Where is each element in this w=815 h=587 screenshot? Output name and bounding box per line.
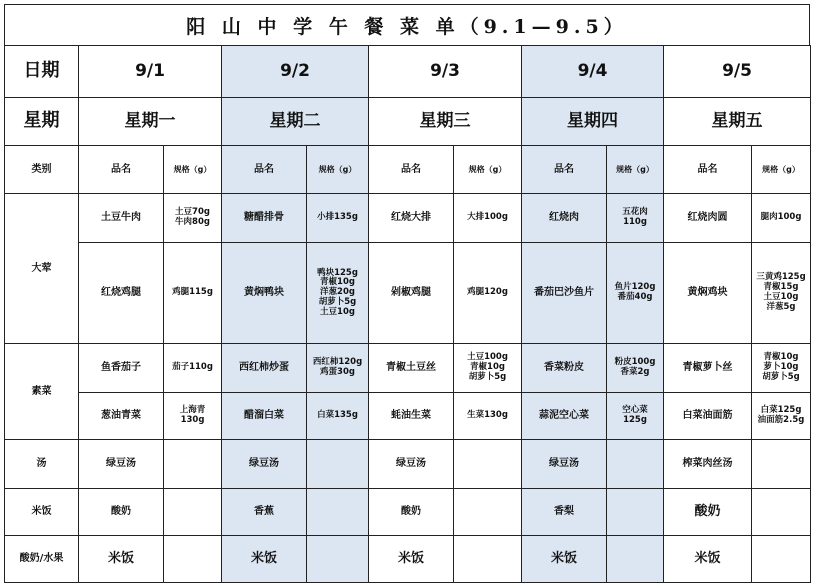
category-label: 类别 <box>5 146 79 194</box>
page-title: 阳 山 中 学 午 餐 菜 单（9.1—9.5） <box>4 4 810 45</box>
spec-label: 规格（g） <box>752 146 811 194</box>
dish-name: 香蕉 <box>222 489 307 536</box>
dish-name: 番茄巴沙鱼片 <box>522 243 607 344</box>
date-cell: 9/4 <box>522 46 664 98</box>
dish-name: 米饭 <box>522 536 607 583</box>
empty-spec <box>454 489 522 536</box>
main-dish-row <box>5 194 811 243</box>
veg-dish-row <box>5 344 811 393</box>
dish-name: 酸奶 <box>369 489 454 536</box>
dish-spec: 西红柿120g 鸡蛋30g <box>307 344 369 393</box>
dish-spec: 小排135g <box>307 194 369 243</box>
veg-dish-row <box>5 393 811 440</box>
dish-name: 红烧肉 <box>522 194 607 243</box>
dish-name: 米饭 <box>369 536 454 583</box>
dish-name: 青椒土豆丝 <box>369 344 454 393</box>
dish-spec: 大排100g <box>454 194 522 243</box>
date-cell: 9/5 <box>664 46 811 98</box>
empty-spec <box>164 440 222 489</box>
dish-spec: 青椒10g 萝卜10g 胡萝卜5g <box>752 344 811 393</box>
empty-spec <box>752 440 811 489</box>
dish-name: 酸奶 <box>79 489 164 536</box>
dish-spec: 五花肉 110g <box>607 194 664 243</box>
dish-name: 红烧鸡腿 <box>79 243 164 344</box>
dish-spec: 鸭块125g 青椒10g 洋葱20g 胡萝卜5g 土豆10g <box>307 243 369 344</box>
dish-spec: 腿肉100g <box>752 194 811 243</box>
empty-spec <box>164 489 222 536</box>
empty-spec <box>164 536 222 583</box>
category-drink: 酸奶/水果 <box>5 536 79 583</box>
dish-name: 香梨 <box>522 489 607 536</box>
dish-name: 西红柿炒蛋 <box>222 344 307 393</box>
dish-spec: 生菜130g <box>454 393 522 440</box>
spec-label: 规格（g） <box>607 146 664 194</box>
empty-spec <box>307 489 369 536</box>
dish-spec: 土豆100g 青椒10g 胡萝卜5g <box>454 344 522 393</box>
weekday-cell: 星期四 <box>522 98 664 146</box>
dish-spec: 上海青 130g <box>164 393 222 440</box>
empty-spec <box>454 536 522 583</box>
dish-spec: 土豆70g 牛肉80g <box>164 194 222 243</box>
rice-row <box>5 489 811 536</box>
spec-label: 规格（g） <box>164 146 222 194</box>
week-label: 星期 <box>5 98 79 146</box>
spec-label: 规格（g） <box>454 146 522 194</box>
dish-spec: 鸡腿120g <box>454 243 522 344</box>
dish-name: 白菜油面筋 <box>664 393 752 440</box>
date-cell: 9/3 <box>369 46 522 98</box>
dish-name: 剁椒鸡腿 <box>369 243 454 344</box>
dish-name: 米饭 <box>222 536 307 583</box>
dish-spec: 空心菜 125g <box>607 393 664 440</box>
dish-spec: 鸡腿115g <box>164 243 222 344</box>
dish-name: 红烧肉圆 <box>664 194 752 243</box>
empty-spec <box>607 489 664 536</box>
dish-name: 葱油青菜 <box>79 393 164 440</box>
dish-name: 土豆牛肉 <box>79 194 164 243</box>
dish-name: 青椒萝卜丝 <box>664 344 752 393</box>
date-label: 日期 <box>5 46 79 98</box>
dish-spec: 粉皮100g 香菜2g <box>607 344 664 393</box>
dish-name: 香菜粉皮 <box>522 344 607 393</box>
dish-spec: 茄子110g <box>164 344 222 393</box>
category-soup: 汤 <box>5 440 79 489</box>
dish-name: 醋溜白菜 <box>222 393 307 440</box>
dish-name: 米饭 <box>664 536 752 583</box>
weekday-cell: 星期一 <box>79 98 222 146</box>
empty-spec <box>307 440 369 489</box>
dish-name: 米饭 <box>79 536 164 583</box>
lunch-menu-table <box>4 45 811 583</box>
name-label: 品名 <box>222 146 307 194</box>
drink-row <box>5 536 811 583</box>
dish-spec: 三黄鸡125g 青椒15g 土豆10g 洋葱5g <box>752 243 811 344</box>
dish-name: 鱼香茄子 <box>79 344 164 393</box>
dish-name: 红烧大排 <box>369 194 454 243</box>
dish-name: 蚝油生菜 <box>369 393 454 440</box>
category-rice: 米饭 <box>5 489 79 536</box>
dish-name: 绿豆汤 <box>522 440 607 489</box>
dish-spec: 鱼片120g 番茄40g <box>607 243 664 344</box>
empty-spec <box>607 536 664 583</box>
dish-name: 绿豆汤 <box>222 440 307 489</box>
dish-name: 绿豆汤 <box>369 440 454 489</box>
dish-name: 酸奶 <box>664 489 752 536</box>
empty-spec <box>607 440 664 489</box>
subheader-row <box>5 146 811 194</box>
empty-spec <box>752 489 811 536</box>
date-cell: 9/1 <box>79 46 222 98</box>
name-label: 品名 <box>664 146 752 194</box>
dish-name: 黄焖鸭块 <box>222 243 307 344</box>
spec-label: 规格（g） <box>307 146 369 194</box>
name-label: 品名 <box>369 146 454 194</box>
dish-name: 糖醋排骨 <box>222 194 307 243</box>
name-label: 品名 <box>79 146 164 194</box>
soup-row <box>5 440 811 489</box>
weekday-row <box>5 98 811 146</box>
weekday-cell: 星期三 <box>369 98 522 146</box>
category-main: 大荤 <box>5 194 79 344</box>
main-dish-row <box>5 243 811 344</box>
dish-name: 蒜泥空心菜 <box>522 393 607 440</box>
category-veg: 素菜 <box>5 344 79 440</box>
dish-name: 黄焖鸡块 <box>664 243 752 344</box>
dish-spec: 白菜135g <box>307 393 369 440</box>
dish-name: 榨菜肉丝汤 <box>664 440 752 489</box>
dish-spec: 白菜125g 油面筋2.5g <box>752 393 811 440</box>
date-row <box>5 46 811 98</box>
empty-spec <box>454 440 522 489</box>
weekday-cell: 星期五 <box>664 98 811 146</box>
weekday-cell: 星期二 <box>222 98 369 146</box>
name-label: 品名 <box>522 146 607 194</box>
empty-spec <box>307 536 369 583</box>
dish-name: 绿豆汤 <box>79 440 164 489</box>
date-cell: 9/2 <box>222 46 369 98</box>
empty-spec <box>752 536 811 583</box>
